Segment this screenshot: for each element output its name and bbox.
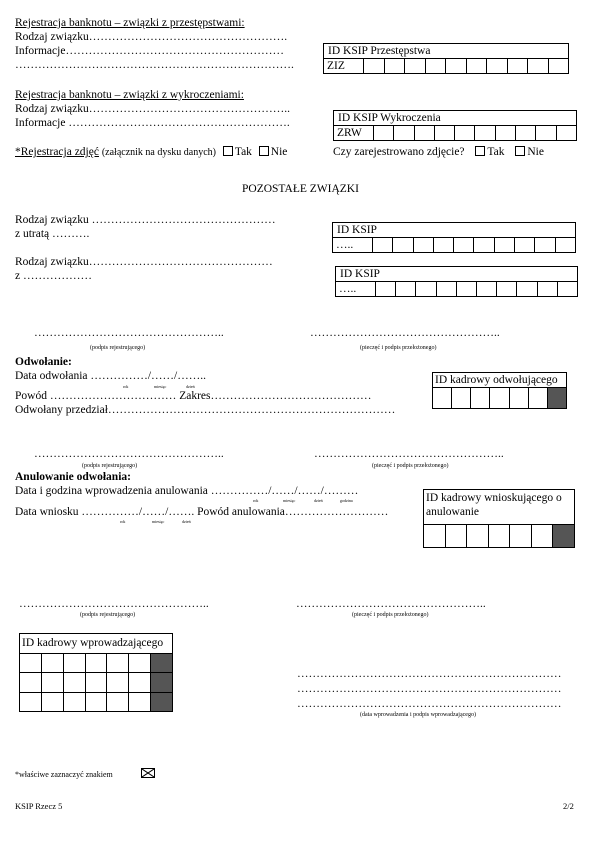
photo-registration-note: (załącznik na dysku danych) bbox=[101, 147, 216, 158]
footnote-text: *właściwe zaznaczyć znakiem bbox=[15, 770, 113, 779]
photo-question: Czy zarejestrowano zdjęcie? bbox=[333, 146, 465, 158]
signature-line-registrar-1[interactable]: ………………………………………….. bbox=[34, 327, 224, 339]
appeal-date-field[interactable]: Data odwołania ……………/……/…….. bbox=[15, 370, 207, 382]
ksip-misdemeanor-label-box bbox=[333, 110, 577, 126]
entry-caption: (data wprowadzenia i podpis wprowadzającego) bbox=[360, 712, 476, 718]
photo-registration-row bbox=[15, 146, 287, 159]
entry-line-2[interactable]: …………………………………………………………… bbox=[297, 683, 562, 695]
photo-no-label: Nie bbox=[270, 146, 288, 158]
footer-left: KSIP Rzecz 5 bbox=[15, 801, 63, 811]
ksip-with-label-box bbox=[335, 266, 578, 282]
photo-yes-label: Tak bbox=[234, 146, 252, 158]
other-relation-type-1[interactable]: Rodzaj związku ………………………………………… bbox=[15, 214, 276, 226]
photo-question-row bbox=[333, 146, 544, 159]
appeal-staff-id-label: ID kadrowy odwołującego bbox=[435, 374, 558, 386]
caption-superior-2: (pieczęć i podpis przełożonego) bbox=[372, 463, 449, 469]
appeal-title: Odwołanie: bbox=[15, 356, 72, 368]
caption-registrar-3: (podpis rejestrującego) bbox=[80, 612, 136, 618]
info-field[interactable]: Informacje………………………………………………… bbox=[15, 45, 284, 57]
cancel-entry-datetime-field[interactable]: Data i godzina wprowadzenia anulowania ……………/……/……/……… bbox=[15, 485, 359, 497]
request-month-hint: miesiąc bbox=[152, 519, 165, 524]
signature-line-superior-3[interactable]: ………………………………………….. bbox=[296, 598, 486, 610]
ksip-offence-id-grid[interactable] bbox=[323, 58, 569, 74]
ksip-loss-label-box bbox=[332, 222, 576, 238]
caption-registrar-2: (podpis rejestrującego) bbox=[82, 463, 138, 469]
ksip-misdemeanor-prefix: ZRW bbox=[337, 127, 362, 139]
relation-type-field-2[interactable]: Rodzaj związku…………………………………………….. bbox=[15, 103, 291, 115]
question-yes-label: Tak bbox=[487, 146, 505, 158]
cancel-request-field[interactable]: Data wniosku ……………/……/……. Powód anulowania……………………… bbox=[15, 506, 389, 518]
cancel-title: Anulowanie odwołania: bbox=[15, 471, 131, 483]
ksip-loss-id-grid[interactable] bbox=[332, 237, 576, 253]
other-relations-heading: POZOSTAŁE ZWIĄZKI bbox=[242, 183, 359, 195]
signature-line-registrar-2[interactable]: ………………………………………….. bbox=[34, 448, 224, 460]
photo-registration-label: *Rejestracja zdjęć bbox=[15, 146, 99, 158]
relation-type-field[interactable]: Rodzaj związku……………………………………………. bbox=[15, 31, 288, 43]
ksip-misdemeanor-label: ID KSIP Wykroczenia bbox=[338, 112, 441, 124]
entry-staff-id-label-box bbox=[19, 633, 173, 654]
cancel-month-hint: miesiąc bbox=[283, 498, 296, 503]
appeal-staff-id-label-box bbox=[432, 372, 567, 388]
appeal-date-day-hint: dzień bbox=[186, 384, 195, 389]
ksip-with-id-grid[interactable] bbox=[335, 281, 578, 297]
cancel-year-hint: rok bbox=[253, 498, 259, 503]
photo-yes-checkbox[interactable] bbox=[223, 146, 233, 156]
ksip-misdemeanor-id-grid[interactable] bbox=[333, 125, 577, 141]
signature-line-superior-2[interactable]: ………………………………………….. bbox=[314, 448, 504, 460]
cancel-staff-id-label: ID kadrowy wnioskującego o anulowanie bbox=[426, 492, 562, 518]
signature-line-superior-1[interactable]: ………………………………………….. bbox=[310, 327, 500, 339]
request-year-hint: rok bbox=[120, 519, 126, 524]
loss-field[interactable]: z utratą ………. bbox=[15, 228, 90, 240]
request-day-hint: dzień bbox=[182, 519, 191, 524]
appeal-range-field[interactable]: Odwołany przedział………………………………………………………………… bbox=[15, 404, 396, 416]
other-relation-type-2[interactable]: Rodzaj związku………………………………………… bbox=[15, 256, 273, 268]
photo-no-checkbox[interactable] bbox=[259, 146, 269, 156]
ksip-with-prefix: ….. bbox=[339, 283, 357, 295]
ksip-offence-label-box bbox=[323, 43, 569, 59]
question-no-checkbox[interactable] bbox=[515, 146, 525, 156]
ksip-offence-label: ID KSIP Przestępstwa bbox=[328, 45, 431, 57]
caption-superior-3: (pieczęć i podpis przełożonego) bbox=[352, 612, 429, 618]
entry-staff-id-grid[interactable] bbox=[19, 653, 173, 712]
caption-superior-1: (pieczęć i podpis przełożonego) bbox=[360, 345, 437, 351]
ksip-offence-prefix-cell bbox=[324, 59, 364, 74]
info-field-continued[interactable]: ………………………………………………………………. bbox=[15, 59, 294, 71]
caption-registrar-1: (podpis rejestrującego) bbox=[90, 345, 146, 351]
appeal-date-year-hint: rok bbox=[123, 384, 129, 389]
entry-line-3[interactable]: …………………………………………………………… bbox=[297, 698, 562, 710]
cancel-hour-hint: godzina bbox=[340, 498, 353, 503]
cancel-day-hint: dzień bbox=[314, 498, 323, 503]
appeal-reason-field[interactable]: Powód …………………………… Zakres…………………………………… bbox=[15, 390, 372, 402]
page-number: 2/2 bbox=[563, 801, 574, 811]
entry-line-1[interactable]: …………………………………………………………… bbox=[297, 668, 562, 680]
ksip-with-label: ID KSIP bbox=[340, 268, 380, 280]
cancel-staff-id-grid[interactable] bbox=[423, 524, 575, 548]
question-yes-checkbox[interactable] bbox=[475, 146, 485, 156]
appeal-date-month-hint: miesiąc bbox=[154, 384, 167, 389]
with-field[interactable]: z ……………… bbox=[15, 270, 92, 282]
ksip-offence-prefix: ZIZ bbox=[327, 60, 345, 72]
section-title-offences: Rejestracja banknotu – związki z przestępstwami: bbox=[15, 17, 245, 29]
entry-staff-id-label: ID kadrowy wprowadzającego bbox=[22, 637, 164, 649]
ksip-loss-prefix: ….. bbox=[336, 239, 354, 251]
info-field-2[interactable]: Informacje …………………………………………………. bbox=[15, 117, 290, 129]
x-mark-icon bbox=[141, 768, 155, 778]
ksip-loss-label: ID KSIP bbox=[337, 224, 377, 236]
appeal-staff-id-grid[interactable] bbox=[432, 387, 567, 409]
ksip-misdemeanor-prefix-cell bbox=[334, 126, 374, 141]
cancel-staff-id-label-box bbox=[423, 489, 575, 525]
question-no-label: Nie bbox=[527, 146, 544, 158]
section-title-misdemeanors: Rejestracja banknotu – związki z wykroczeniami: bbox=[15, 89, 244, 101]
signature-line-registrar-3[interactable]: ………………………………………….. bbox=[19, 598, 209, 610]
